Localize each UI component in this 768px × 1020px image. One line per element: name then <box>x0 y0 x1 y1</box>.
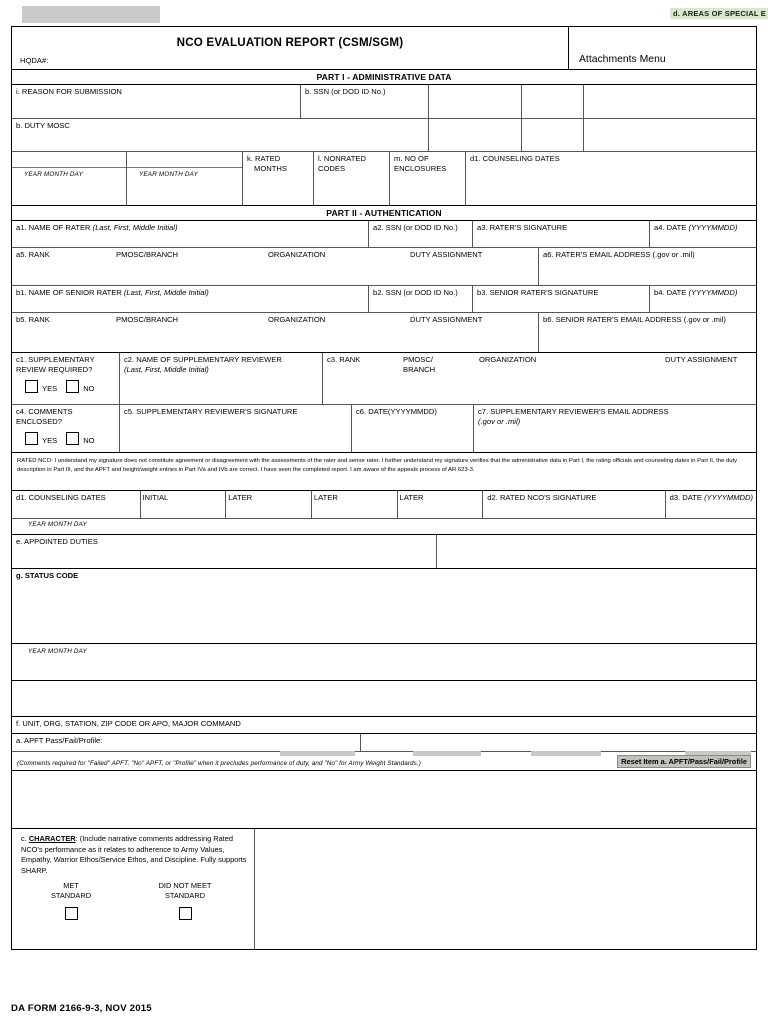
supp-review-no-label: NO <box>83 384 95 393</box>
no-of-enclosures-field[interactable] <box>389 152 465 205</box>
supplementary-review-row <box>12 353 756 405</box>
duty-mosc-row <box>12 119 756 152</box>
counseling-later-1-field[interactable] <box>225 491 311 518</box>
comments-enclosed-yes-label: YES <box>42 436 58 445</box>
character-comments-field[interactable] <box>254 829 756 949</box>
supp-review-label-1: c1. SUPPLEMENTARY <box>16 355 95 364</box>
supp-pmosc-label-2: BRANCH <box>403 365 436 374</box>
part2-band: PART II - AUTHENTICATION <box>326 208 442 218</box>
character-title: CHARACTER <box>28 834 76 843</box>
senior-rater-date-hint: (YYYYMMDD) <box>688 288 738 297</box>
unit-org-label: f. UNIT, ORG, STATION, ZIP CODE OR APO, MAJOR COMMAND <box>16 719 241 728</box>
supplementary-reviewer-rank-field[interactable] <box>322 353 756 404</box>
character-prefix: c. <box>21 834 29 843</box>
supp-review-yes-checkbox[interactable] <box>25 380 38 393</box>
rater-ssn-label: a2. SSN (or DOD ID No.) <box>373 223 458 232</box>
apft-comment-note: (Comments required for "Failed" APFT, "No" APFT, or "Profile" when it precludes performance of duty, and "No" for Army Weight Standards.) <box>17 760 421 767</box>
form-footer: DA FORM 2166-9-3, NOV 2015 <box>11 1003 152 1014</box>
counseling-ymd-cell <box>12 519 756 534</box>
apft-right-cell[interactable] <box>360 734 756 751</box>
appointed-duties-field[interactable] <box>12 535 436 568</box>
appointed-duties-label: e. APPOINTED DUTIES <box>16 537 98 546</box>
supp-reviewer-name-label: c2. NAME OF SUPPLEMENTARY REVIEWER <box>124 355 282 364</box>
part1-band: PART I - ADMINISTRATIVE DATA <box>316 72 452 82</box>
apft-grey-field-1[interactable] <box>280 751 355 756</box>
supp-pmosc-label-1: PMOSC/ <box>403 355 433 364</box>
senior-rater-org-row <box>12 313 756 353</box>
rater-pmosc-label: PMOSC/BRANCH <box>116 250 179 259</box>
mid-ymd-label: YEAR MONTH DAY <box>28 648 88 655</box>
reset-apft-button[interactable]: Reset Item a. APFT/Pass/Fail/Profile <box>617 755 751 768</box>
supp-reviewer-name-hint: (Last, First, Middle Initial) <box>124 365 209 374</box>
supp-signature-label: c5. SUPPLEMENTARY REVIEWER'S SIGNATURE <box>124 407 298 416</box>
did-not-meet-standard-checkbox[interactable] <box>179 907 192 920</box>
mosc-col-c[interactable] <box>521 119 583 151</box>
character-row <box>12 829 756 949</box>
rater-date-label: a4. DATE <box>654 223 687 232</box>
nonrated-codes-label-1: l. NONRATED <box>318 154 366 163</box>
did-not-meet-label-1: DID NOT MEET <box>158 881 212 890</box>
did-not-meet-standard-group <box>126 881 244 921</box>
admin-col-e[interactable] <box>583 85 756 118</box>
counseling-later-2-label: LATER <box>313 493 338 502</box>
rated-nco-signature-label: d2. RATED NCO'S SIGNATURE <box>487 493 597 502</box>
rating-period-row <box>12 152 756 206</box>
rater-signature-label: a3. RATER'S SIGNATURE <box>477 223 568 232</box>
appointed-duties-right-cell[interactable] <box>436 535 756 568</box>
senior-rater-signature-field[interactable] <box>472 286 649 312</box>
enclosures-label-2: ENCLOSURES <box>394 164 447 173</box>
senior-rater-email-label: b6. SENIOR RATER'S EMAIL ADDRESS (.gov or .mil) <box>543 315 726 324</box>
rater-ssn-field[interactable] <box>368 221 472 247</box>
duty-mosc-label: b. DUTY MOSC <box>16 121 70 130</box>
nco-evaluation-form <box>11 26 757 950</box>
rated-nco-date-hint: (YYYYMMDD) <box>704 493 754 502</box>
senior-rater-pmosc-label: PMOSC/BRANCH <box>116 315 179 324</box>
met-standard-group <box>16 881 126 921</box>
rated-nco-statement: RATED NCO: I understand my signature does not constitute agreement or disagreement with the assessments of the rater and senior rater. I further understand my signature verifies that the administrative data in Part I, the rating officials and counseling dates in Part II, the duty description in Part III, and the APFT and height/weight entries in Part IVa and IVb are correct. I have seen the completed report. I am aware of the appeals process of AR 623-3. <box>17 458 738 473</box>
supp-organization-label: ORGANIZATION <box>479 355 537 364</box>
supp-date-label: c6. DATE(YYYYMMDD) <box>356 407 437 416</box>
counseling-ymd-row <box>12 519 756 535</box>
rater-email-field[interactable] <box>538 248 756 285</box>
blank-block-row <box>12 681 756 717</box>
character-body: : (Include narrative comments addressing Rated NCO's performance as it relates to adherence to Army Values, Empathy, Warrior Ethos/Service Ethos, and Discipline. Fully supports SHARP. <box>21 834 247 875</box>
reason-for-submission-label: i. REASON FOR SUBMISSION <box>16 87 122 96</box>
unit-org-field[interactable] <box>12 717 756 733</box>
rated-nco-date-label: d3. DATE <box>669 493 702 502</box>
attachments-menu-button[interactable]: Attachments Menu <box>579 54 666 65</box>
supplementary-reviewer-signature-field[interactable] <box>119 405 351 452</box>
rated-months-field[interactable] <box>242 152 313 205</box>
counseling-later-2-field[interactable] <box>311 491 397 518</box>
part1-band-row <box>12 70 756 85</box>
counseling-dates-field[interactable] <box>465 152 756 205</box>
nonrated-codes-label-2: CODES <box>318 164 346 173</box>
supp-rank-label: c3. RANK <box>327 355 361 364</box>
mid-ymd-row <box>12 644 756 681</box>
met-standard-checkbox[interactable] <box>65 907 78 920</box>
supplementary-reviewer-date-field[interactable] <box>351 405 473 452</box>
counseling-dates-label: d1. COUNSELING DATES <box>470 154 560 163</box>
admin-col-d[interactable] <box>521 85 583 118</box>
apft-comments-field[interactable] <box>12 771 756 828</box>
supp-review-no-checkbox[interactable] <box>66 380 79 393</box>
supplementary-reviewer-name-field[interactable] <box>119 353 322 404</box>
supp-review-yes-label: YES <box>42 384 58 393</box>
rater-name-row <box>12 221 756 248</box>
supp-email-label-1: c7. SUPPLEMENTARY REVIEWER'S EMAIL ADDRESS <box>478 407 669 416</box>
apft-grey-field-2[interactable] <box>413 751 481 756</box>
senior-rater-rank-label: b5. RANK <box>16 315 50 324</box>
apft-row <box>12 734 756 752</box>
senior-rater-name-row <box>12 286 756 313</box>
met-standard-label-1: MET <box>63 881 79 890</box>
rated-nco-date-field[interactable] <box>665 491 756 518</box>
character-field <box>12 829 254 949</box>
senior-rater-duty-assignment-label: DUTY ASSIGNMENT <box>410 315 483 324</box>
enclosures-label-1: m. NO OF <box>394 154 429 163</box>
met-standard-label-2: STANDARD <box>50 891 92 900</box>
reason-ssn-row <box>12 85 756 119</box>
reason-for-submission-field[interactable] <box>12 85 300 118</box>
counseling-later-3-field[interactable] <box>397 491 483 518</box>
character-description <box>16 831 251 876</box>
admin-col-c[interactable] <box>428 85 521 118</box>
senior-rater-date-label: b4. DATE <box>654 288 687 297</box>
period-from-ymd: YEAR MONTH DAY <box>24 171 84 178</box>
rater-name-hint: (Last, First, Middle Initial) <box>92 223 178 232</box>
character-standards <box>16 881 251 921</box>
period-thru-ymd: YEAR MONTH DAY <box>139 171 199 178</box>
rater-name-label: a1. NAME OF RATER <box>16 223 91 232</box>
mosc-col-d[interactable] <box>583 119 756 151</box>
senior-rater-rank-org-field[interactable] <box>12 313 538 352</box>
form-title-cell <box>12 27 568 69</box>
comments-enclosed-label-2: ENCLOSED? <box>16 417 63 426</box>
supp-email-label-2: (.gov or .mil) <box>478 417 521 426</box>
counseling-dates-row <box>12 491 756 519</box>
comments-enclosed-label-1: c4. COMMENTS <box>16 407 73 416</box>
counseling-initial-label: INITIAL <box>142 493 169 502</box>
rater-rank-org-field[interactable] <box>12 248 538 285</box>
supp-review-label-2: REVIEW REQUIRED? <box>16 365 93 374</box>
part2-band-row <box>12 206 756 221</box>
comments-enclosed-no-checkbox[interactable] <box>66 432 79 445</box>
rater-duty-assignment-label: DUTY ASSIGNMENT <box>410 250 483 259</box>
apft-note-row <box>12 752 756 771</box>
comments-enclosed-field[interactable] <box>12 405 119 452</box>
supplementary-comments-row <box>12 405 756 453</box>
supplementary-review-required-field[interactable] <box>12 353 119 404</box>
senior-rater-ssn-label: b2. SSN (or DOD ID No.) <box>373 288 458 297</box>
mid-ymd-cell[interactable] <box>12 644 756 680</box>
apft-grey-field-3[interactable] <box>531 751 601 756</box>
ssn-label: b. SSN (or DOD ID No.) <box>305 87 386 96</box>
counseling-initial-field[interactable] <box>140 491 226 518</box>
mosc-col-b[interactable] <box>428 119 521 151</box>
duty-mosc-field[interactable] <box>12 119 428 151</box>
senior-rater-name-field[interactable] <box>12 286 368 312</box>
hqda-label: HQDA#: <box>20 56 49 65</box>
rated-nco-signature-field[interactable] <box>482 491 664 518</box>
senior-rater-name-label: b1. NAME OF SENIOR RATER <box>16 288 122 297</box>
hqda-number-field[interactable] <box>22 6 160 23</box>
rater-organization-label: ORGANIZATION <box>268 250 326 259</box>
rater-name-field[interactable] <box>12 221 368 247</box>
appointed-duties-row <box>12 535 756 569</box>
rater-rank-label: a5. RANK <box>16 250 50 259</box>
areas-of-special-emphasis-label: d. AREAS OF SPECIAL E <box>670 8 768 19</box>
d1-counseling-dates-label-cell <box>12 491 140 518</box>
comments-enclosed-yes-checkbox[interactable] <box>25 432 38 445</box>
apft-field[interactable] <box>12 734 360 751</box>
period-thru-cell[interactable] <box>126 152 242 205</box>
senior-rater-email-field[interactable] <box>538 313 756 352</box>
page-title: NCO EVALUATION REPORT (CSM/SGM) <box>176 36 404 49</box>
rated-months-label-1: k. RATED <box>247 154 281 163</box>
senior-rater-date-field[interactable] <box>649 286 756 312</box>
supplementary-reviewer-email-field[interactable] <box>473 405 756 452</box>
counseling-later-1-label: LATER <box>228 493 253 502</box>
supp-duty-assignment-label: DUTY ASSIGNMENT <box>665 355 738 364</box>
rater-email-label: a6. RATER'S EMAIL ADDRESS (.gov or .mil) <box>543 250 695 259</box>
rated-months-label-2: MONTHS <box>254 164 287 173</box>
top-strip <box>0 0 768 26</box>
rater-date-field[interactable] <box>649 221 756 247</box>
senior-rater-ssn-field[interactable] <box>368 286 472 312</box>
status-code-row <box>12 569 756 644</box>
period-from-cell[interactable] <box>12 152 126 205</box>
counseling-ymd-label: YEAR MONTH DAY <box>28 521 88 528</box>
apft-comments-row <box>12 771 756 829</box>
apft-note-cell <box>12 752 756 770</box>
d1-counseling-dates-label: d1. COUNSELING DATES <box>16 493 106 502</box>
unit-org-row <box>12 717 756 734</box>
ssn-field[interactable] <box>300 85 428 118</box>
rater-signature-field[interactable] <box>472 221 649 247</box>
senior-rater-organization-label: ORGANIZATION <box>268 315 326 324</box>
nonrated-codes-field[interactable] <box>313 152 389 205</box>
rater-org-row <box>12 248 756 286</box>
rater-date-hint: (YYYYMMDD) <box>688 223 738 232</box>
apft-label: a. APFT Pass/Fail/Profile: <box>16 736 103 745</box>
senior-rater-signature-label: b3. SENIOR RATER'S SIGNATURE <box>477 288 599 297</box>
form-header-row <box>12 27 756 70</box>
status-code-field[interactable] <box>12 569 756 643</box>
attachments-menu-cell[interactable] <box>568 27 756 69</box>
comments-enclosed-no-label: NO <box>83 436 95 445</box>
rated-nco-statement-row <box>12 453 756 491</box>
blank-block-cell[interactable] <box>12 681 756 716</box>
status-code-label: g. STATUS CODE <box>16 571 79 580</box>
senior-rater-name-hint: (Last, First, Middle Initial) <box>123 288 209 297</box>
did-not-meet-label-2: STANDARD <box>164 891 206 900</box>
counseling-later-3-label: LATER <box>399 493 424 502</box>
